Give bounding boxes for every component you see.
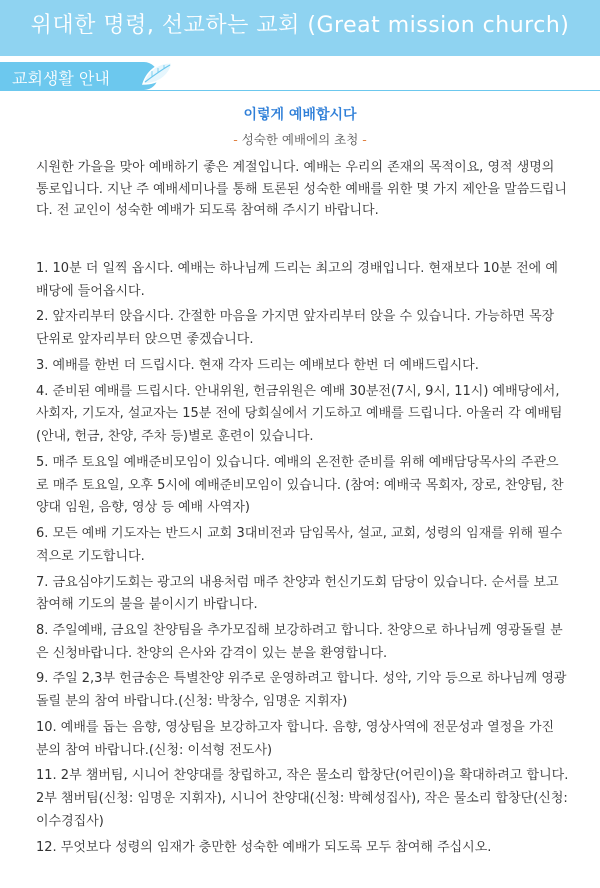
- list-item: 2. 앞자리부터 앉읍시다. 간절한 마음을 가지면 앞자리부터 앉을 수 있습니다. 가능하면 목장 단위로 앞자리부터 앉으면 좋겠습니다.: [36, 309, 555, 348]
- proposal-list: [36, 258, 570, 862]
- section-label: 교회생활 안내: [12, 69, 110, 88]
- list-item: 1. 10분 더 일찍 옵시다. 예배는 하나님께 드리는 최고의 경배입니다. 현재보다 10분 전에 예배당에 들어옵시다.: [36, 261, 558, 299]
- list-item: 8. 주일예배, 금요일 찬양팀을 추가모집해 보강하려고 합니다. 찬양으로 하나님께 영광돌릴 분은 신청바랍니다. 찬양의 은사와 감격이 있는 분을 환영합니다.: [36, 622, 563, 661]
- header-title: 위대한 명령, 선교하는 교회 (Great mission church): [30, 13, 570, 38]
- list-item: 3. 예배를 한번 더 드립시다. 현재 각자 드리는 예배보다 한번 더 예배드립시다.: [36, 357, 479, 373]
- list-item: 12. 무엇보다 성령의 임재가 충만한 성숙한 예배가 되도록 모두 참여해 주십시오.: [36, 839, 492, 855]
- list-item: 7. 금요심야기도회는 광고의 내용처럼 매주 찬양과 헌신기도회 담당이 있습니다. 순서를 보고 참여해 기도의 불을 붙이시기 바랍니다.: [36, 574, 559, 613]
- leaf-icon: [140, 60, 174, 88]
- article-subtitle-text: 성숙한 예배에의 초청: [241, 132, 359, 147]
- list-item: 11. 2부 챔버팀, 시니어 찬양대를 창립하고, 작은 물소리 합창단(어린이)을 확대하려고 합니다. 2부 챔버팀(신청: 임명운 지휘자), 시니어 찬양대(신청: 박혜성집사), 작은 물소리 합창단(신청: 이수경집사): [36, 768, 569, 829]
- list-item: 10. 예배를 돕는 음향, 영상팀을 보강하고자 합니다. 음향, 영상사역에 전문성과 열정을 가진 분의 참여 바랍니다.(신청: 이석형 전도사): [36, 719, 555, 758]
- section-divider: [0, 90, 600, 91]
- list-item: 5. 매주 토요일 예배준비모임이 있습니다. 예배의 온전한 준비를 위해 예배담당목사의 주관으로 매주 토요일, 오후 5시에 예배준비모임이 있습니다. (참여: 예배국 목회자, 장로, 찬양팀, 찬양대 임원, 음향, 영상 등 예배 사역자): [36, 454, 564, 516]
- section-tab: [0, 62, 158, 90]
- article-subtitle: - 성숙한 예배에의 초청 -: [233, 132, 367, 147]
- list-item: 6. 모든 예배 기도자는 반드시 교회 3대비전과 담임목사, 설교, 교회, 성령의 임재를 위해 필수적으로 기도합니다.: [36, 526, 563, 564]
- list-item: 4. 준비된 예배를 드립시다. 안내위원, 헌금위원은 예배 30분전(7시, 9시, 11시) 예배당에서, 사회자, 기도자, 설교자는 15분 전에 당회실에서 기도하고 예배를 드립니다. 아울러 각 예배팀(안내, 헌금, 찬양, 주차 등)별로 훈련이 있습니다.: [36, 383, 563, 445]
- list-item: 9. 주일 2,3부 헌금송은 특별찬양 위주로 운영하려고 합니다. 성악, 기악 등으로 하나님께 영광 돌릴 분의 참여 바랍니다.(신청: 박창수, 임명운 지휘자): [36, 671, 567, 710]
- intro-paragraph: 시원한 가을을 맞아 예배하기 좋은 계절입니다. 예배는 우리의 존재의 목적이요, 영적 생명의 통로입니다. 지난 주 예배세미나를 통해 토론된 성숙한 예배를 위한 몇 가지 제안을 말씀드립니다. 전 교인이 성숙한 예배가 되도록 참여해 주시기 바랍니다.: [36, 160, 567, 218]
- article-title: 이렇게 예배합시다: [243, 107, 357, 123]
